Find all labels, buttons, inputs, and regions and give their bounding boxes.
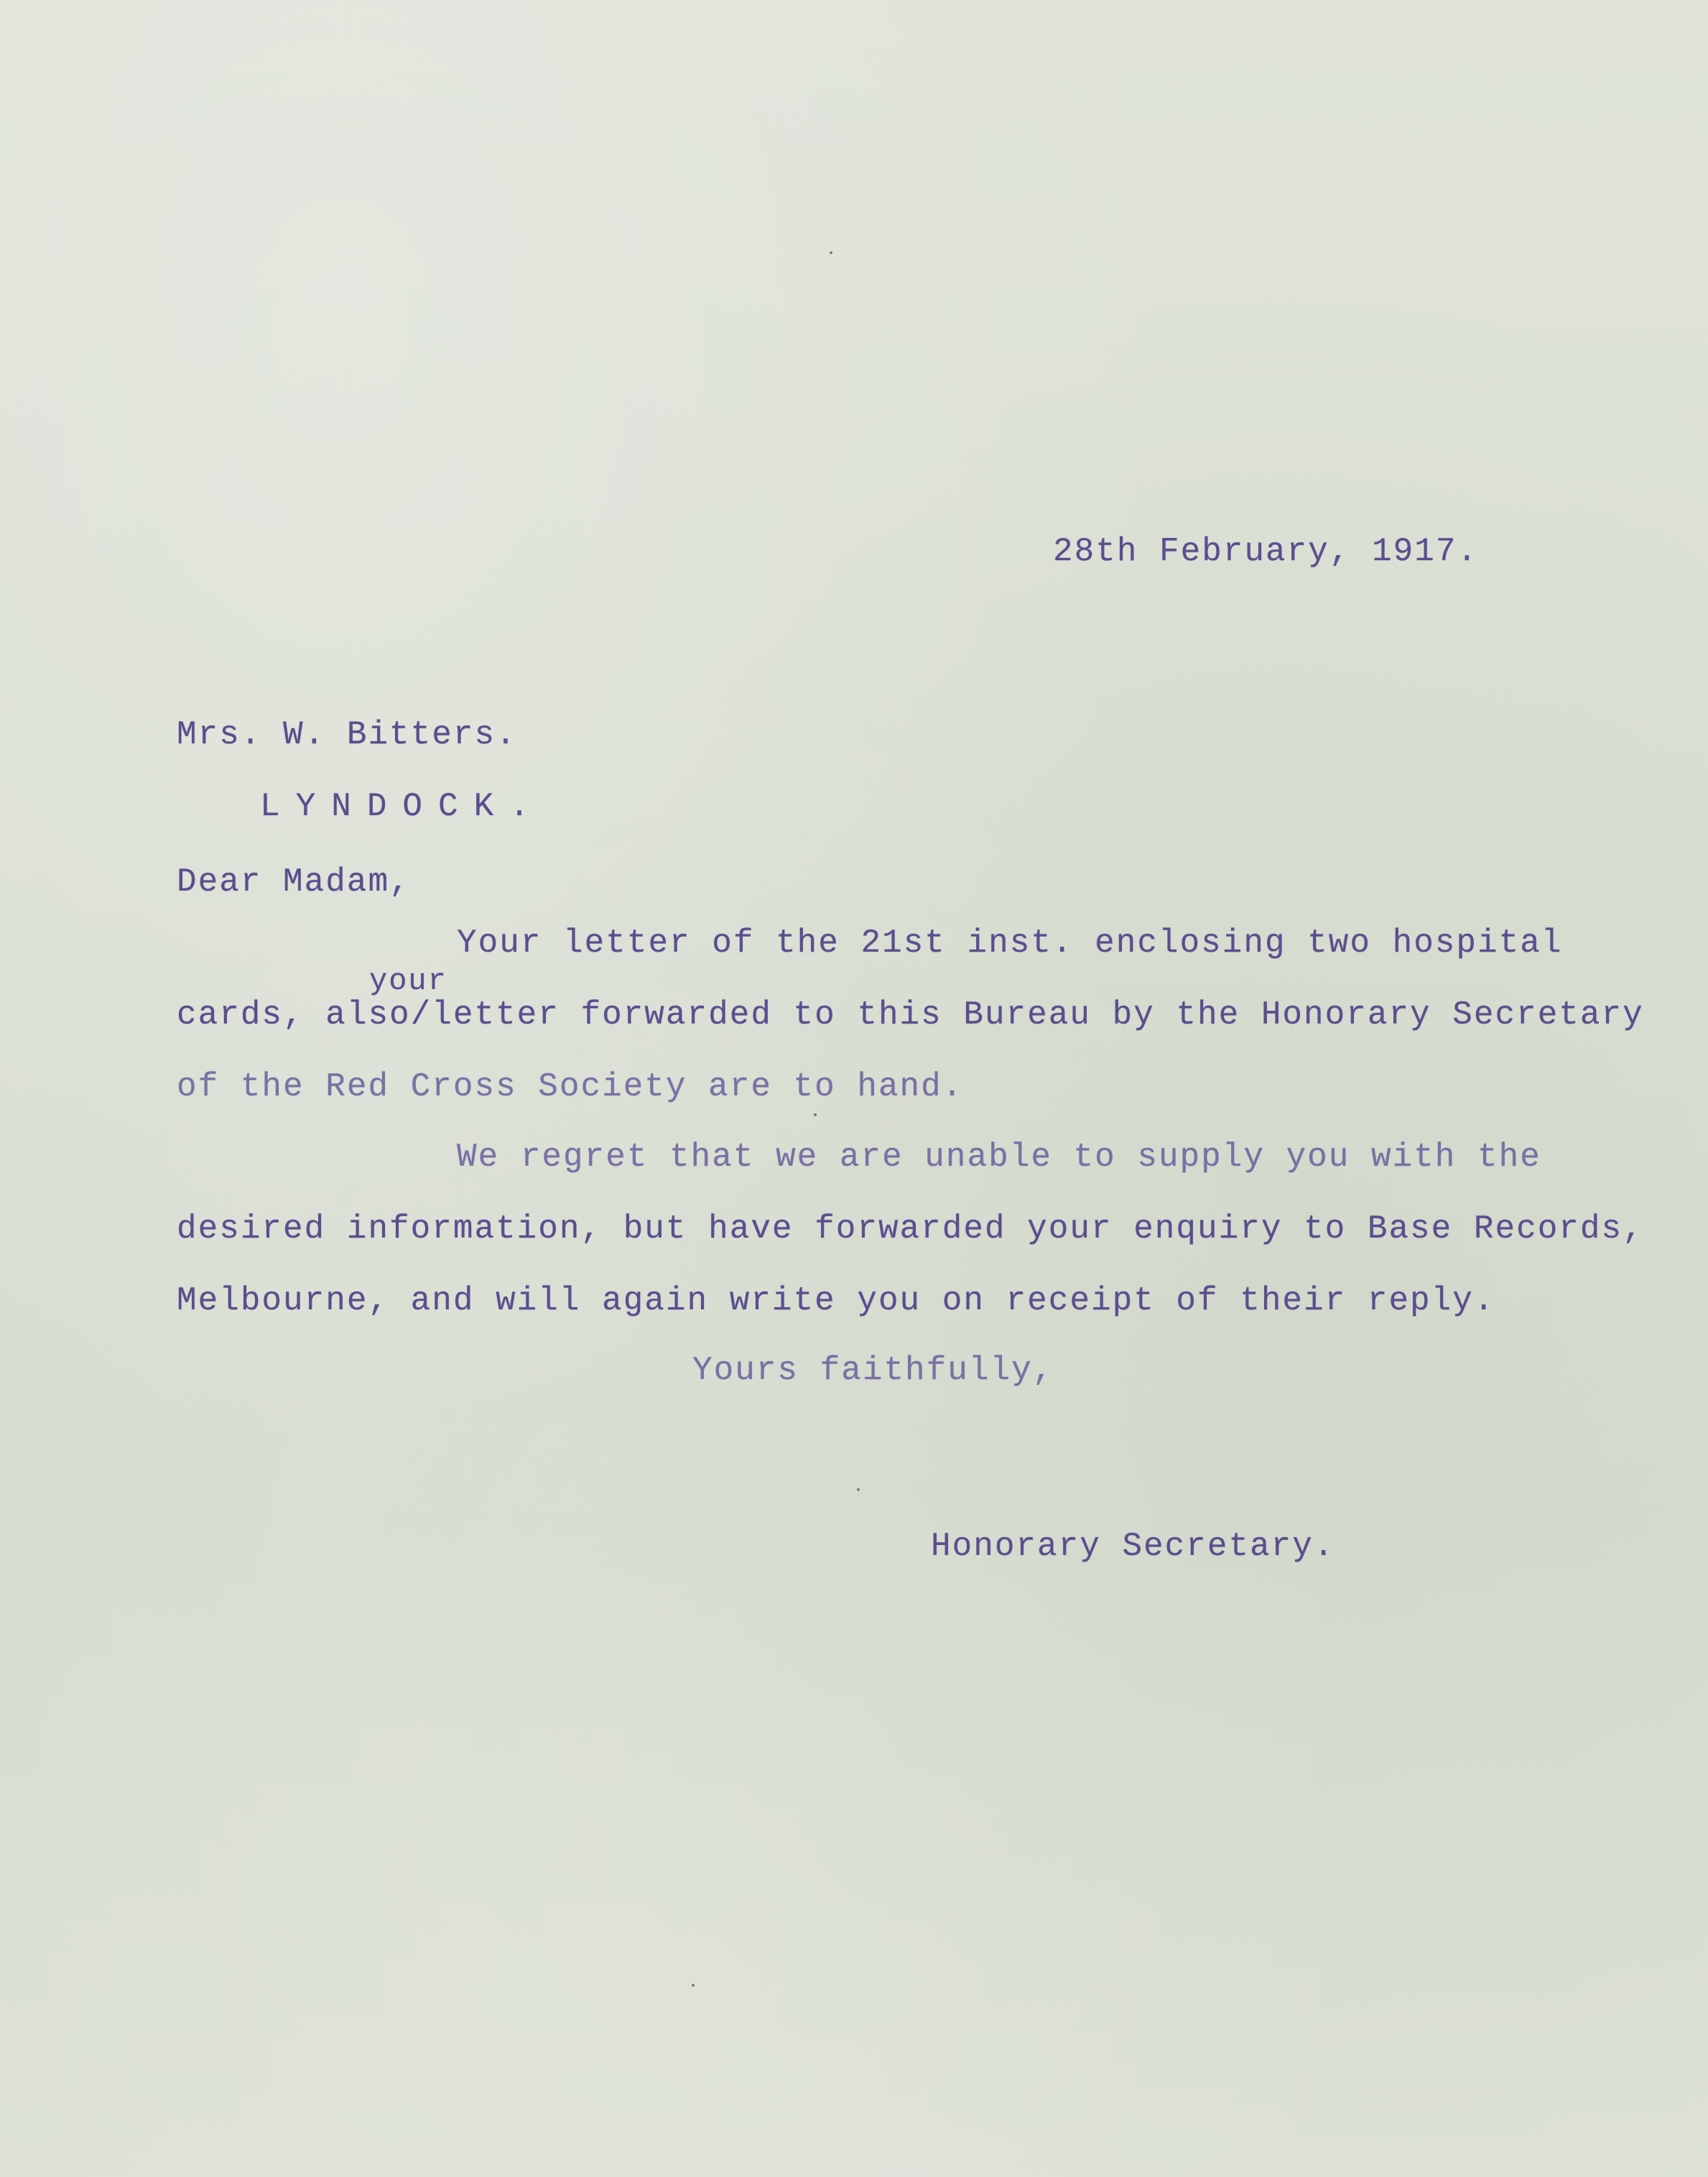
paragraph-2-line-1: We regret that we are unable to supply you with the [457,1138,1541,1176]
paper-speck [692,1984,695,1987]
paragraph-1-line-2: cards, also/letter forwarded to this Bureau by the Honorary Secretary [177,996,1644,1034]
signature-title: Honorary Secretary. [931,1528,1335,1565]
paragraph-1-line-1: Your letter of the 21st inst. enclosing two hospital [457,924,1563,962]
paragraph-2-line-3: Melbourne, and will again write you on receipt of their reply. [177,1282,1495,1319]
paper-speck [814,1113,817,1116]
interlinear-insertion: your [369,964,447,998]
closing: Yours faithfully, [692,1352,1054,1389]
paper-speck [830,251,832,254]
paper-speck [857,1488,860,1491]
paragraph-1-line-3: of the Red Cross Society are to hand. [177,1068,964,1105]
salutation: Dear Madam, [177,863,411,901]
paragraph-2-line-2: desired information, but have forwarded your enquiry to Base Records, [177,1210,1644,1248]
recipient-name: Mrs. W. Bitters. [177,716,517,753]
letter-date: 28th February, 1917. [1053,533,1479,570]
recipient-place: LYNDOCK. [260,788,545,825]
